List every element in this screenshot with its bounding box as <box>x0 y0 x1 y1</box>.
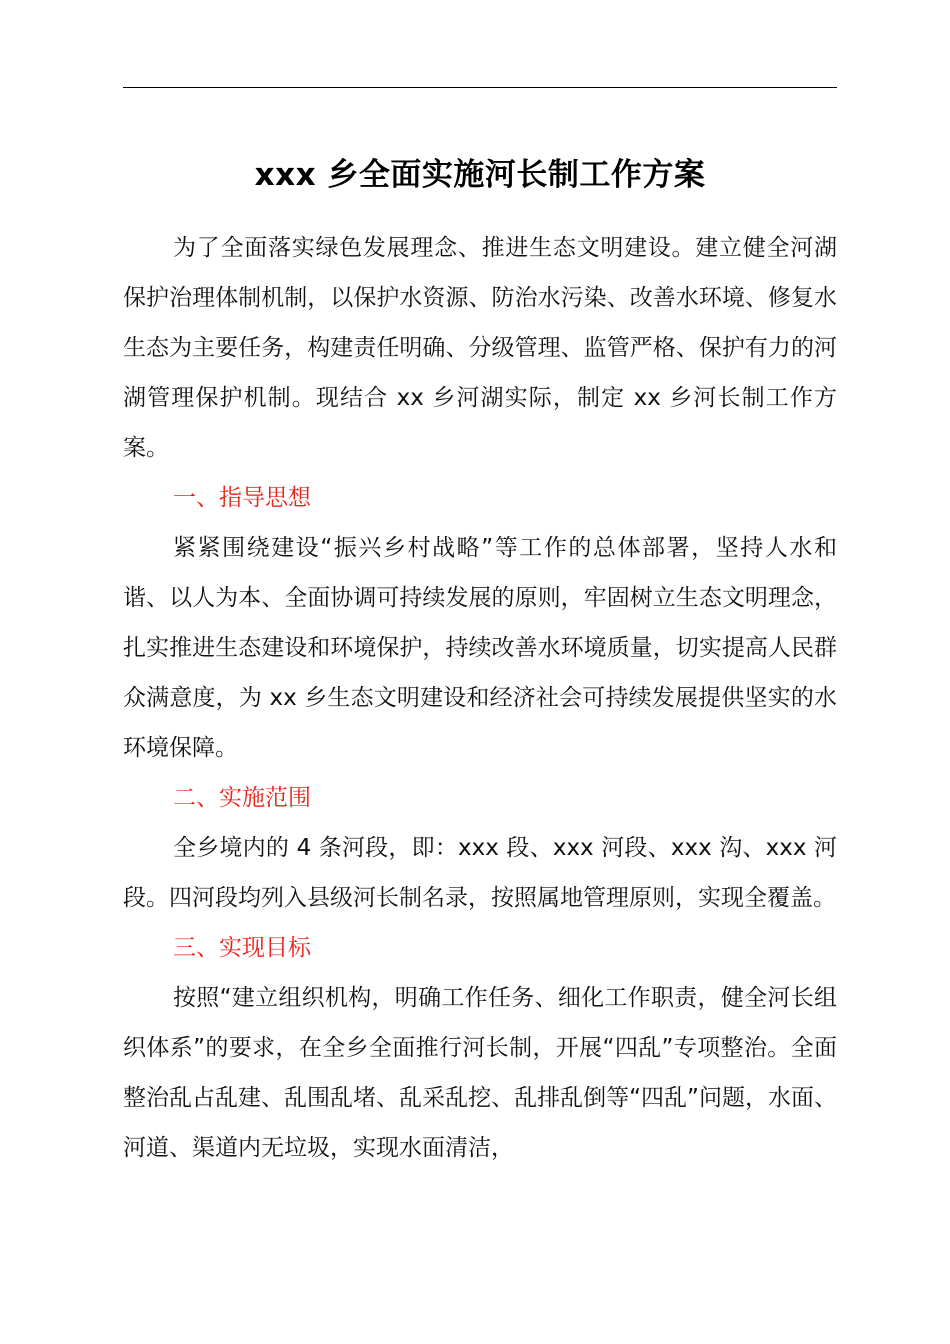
section-paragraph-goals: 按照“建立组织机构，明确工作任务、细化工作职责，健全河长组织体系”的要求，在全乡全面推行河长制，开展“四乱”专项整治。全面整治乱占乱建、乱围乱堵、乱采乱挖、乱排乱倒等“四乱”问题，水面、河道、渠道内无垃圾，实现水面清洁， <box>123 985 837 1161</box>
intro-paragraph: 为了全面落实绿色发展理念、推进生态文明建设。建立健全河湖保护治理体制机制，以保护水资源、防治水污染、改善水环境、修复水生态为主要任务，构建责任明确、分级管理、监管严格、保护有力的河湖管理保护机制。现结合 xx 乡河湖实际，制定 xx 乡河长制工作方案。 <box>123 235 837 461</box>
document-body <box>123 223 837 1173</box>
section-heading-goals: 三、实现目标 <box>173 935 311 961</box>
section-paragraph-scope: 全乡境内的 4 条河段，即：xxx 段、xxx 河段、xxx 沟、xxx 河段。四河段均列入县级河长制名录，按照属地管理原则，实现全覆盖。 <box>123 835 837 911</box>
section-paragraph-guiding-ideology: 紧紧围绕建设“振兴乡村战略”等工作的总体部署，坚持人水和谐、以人为本、全面协调可持续发展的原则，牢固树立生态文明理念，扎实推进生态建设和环境保护，持续改善水环境质量，切实提高人民群众满意度，为 xx 乡生态文明建设和经济社会可持续发展提供坚实的水环境保障。 <box>123 535 837 761</box>
section-heading-scope: 二、实施范围 <box>173 785 311 811</box>
section-heading-guiding-ideology: 一、指导思想 <box>173 485 311 511</box>
document-title: xxx 乡全面实施河长制工作方案 <box>254 157 706 193</box>
header-rule <box>123 87 837 88</box>
